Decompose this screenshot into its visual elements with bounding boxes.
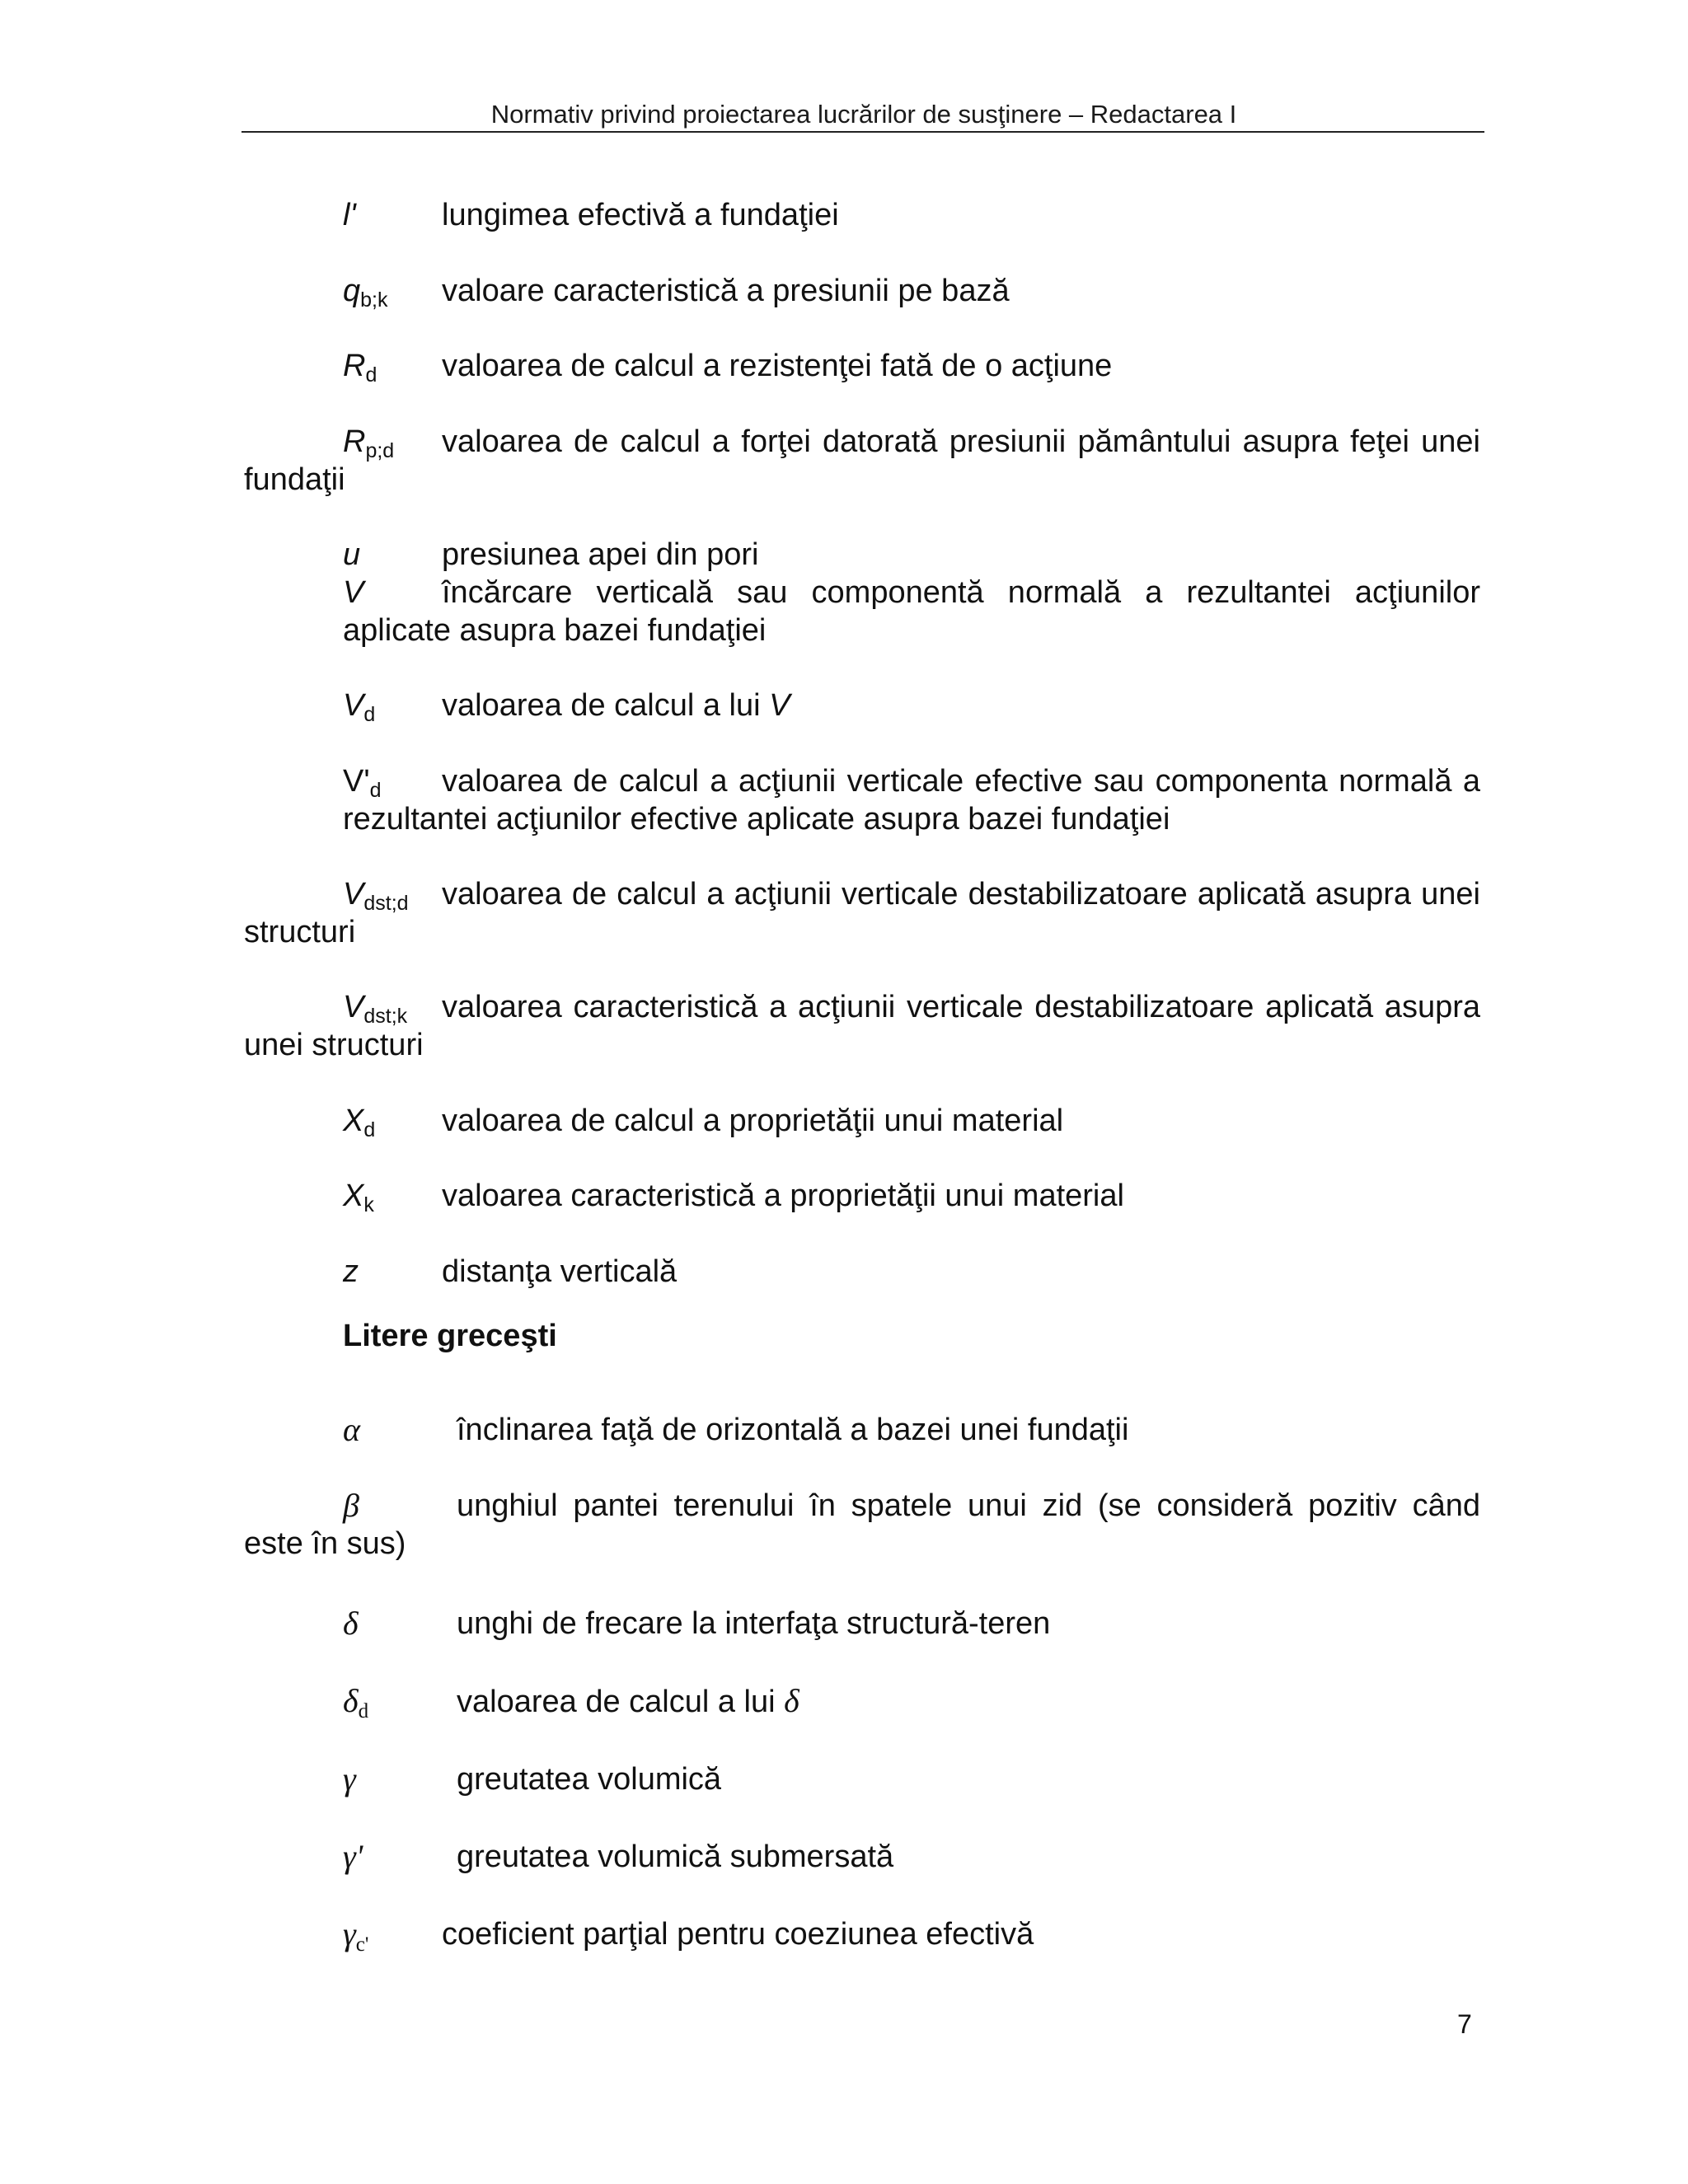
symbol-entry [244,536,1480,574]
symbol-entry [244,1177,1480,1215]
entry-definition: valoarea de calcul a lui V [442,688,790,723]
entry-definition: încărcare verticală sau componentă normală a rezultantei acţiunilor aplicate asupra bazei fundaţiei [343,575,1480,648]
entry-symbol: $X_d$ [343,1104,376,1141]
entry-symbol: l' [343,198,356,232]
symbol-entry [244,1760,1480,1798]
entry-definition: valoarea de calcul a rezistenţei fată de o acţiune [442,349,1113,383]
symbol-entry [244,574,1480,649]
symbol-entry [244,988,1480,1064]
entry-symbol: $\gamma_{c'}$ [343,1915,369,1956]
section-heading: Litere greceşti [343,1319,557,1353]
entry-definition: unghi de frecare la interfaţa structură-teren [457,1606,1051,1641]
entry-definition: greutatea volumică submersată [457,1840,894,1874]
symbol-entry [244,1487,1480,1563]
entry-symbol: z [343,1254,359,1289]
entry-symbol: γ [343,1760,356,1797]
entry-definition: înclinarea faţă de orizontală a bazei unei fundaţii [457,1413,1129,1447]
symbol-entry [244,1605,1480,1643]
symbol-entry [244,272,1480,310]
symbol-entry [244,196,1480,234]
page-header: Normativ privind proiectarea lucrărilor de susţinere – Redactarea I [490,100,1237,129]
entry-symbol: $V_{dst;k}$ [343,990,408,1028]
entry-symbol: u [343,537,361,572]
entry-definition: lungimea efectivă a fundaţiei [442,198,839,232]
symbol-entry [244,347,1480,385]
entry-symbol: $R_{p;d}$ [343,424,395,462]
entry-symbol: $V_{dst;d}$ [343,877,409,915]
header-rule [241,131,1484,133]
symbol-entry [244,687,1480,724]
symbol-entry [244,1838,1480,1876]
entry-symbol: $R_d$ [343,349,377,387]
entry-definition: greutatea volumică [457,1762,722,1797]
entry-definition: presiunea apei din pori [442,537,759,572]
symbol-entry [244,1411,1480,1449]
entry-definition: valoarea de calcul a acţiunii verticale efective sau componenta normală a rezultantei acţiunilor efective aplicate asupra bazei fundaţiei [343,764,1480,837]
entry-symbol: γ' [343,1838,363,1875]
entry-definition: valoarea caracteristică a proprietăţii unui material [442,1179,1124,1213]
entry-definition: valoarea caracteristică a acţiunii verticale destabilizatoare aplicată asupra unei structuri [244,990,1480,1062]
entry-definition: valoarea de calcul a forţei datorată presiunii pământului asupra feţei unei fundaţii [244,424,1480,497]
entry-symbol: δ [343,1605,359,1642]
entry-definition: coeficient parţial pentru coeziunea efectivă [442,1917,1034,1952]
entry-definition: valoarea de calcul a lui δ [457,1682,799,1719]
symbol-entry [244,1915,1480,1956]
symbol-entry [244,1102,1480,1140]
entry-symbol: $X_k$ [343,1179,374,1216]
page-number: 7 [1457,2009,1472,2039]
entry-symbol: V [343,575,364,610]
entry-symbol: $V'_d$ [343,764,382,802]
entry-definition: valoarea de calcul a proprietăţii unui material [442,1104,1064,1138]
entry-symbol: $q_{b;k}$ [343,274,388,312]
entry-symbol: α [343,1411,360,1448]
entry-definition: unghiul pantei terenului în spatele unui zid (se consideră pozitiv când este în sus) [244,1488,1480,1561]
symbol-entry [244,1253,1480,1291]
symbol-entry [244,423,1480,499]
entry-symbol: $\delta_d$ [343,1682,369,1722]
symbol-entry [244,762,1480,838]
symbol-entry [244,1682,1480,1721]
entry-symbol: β [343,1487,359,1524]
entry-definition: distanţa verticală [442,1254,678,1289]
entry-symbol: $V_d$ [343,688,376,726]
symbol-entry [244,875,1480,951]
entry-definition: valoarea de calcul a acţiunii verticale destabilizatoare aplicată asupra unei structuri [244,877,1480,949]
entry-definition: valoare caracteristică a presiunii pe bază [442,274,1010,308]
